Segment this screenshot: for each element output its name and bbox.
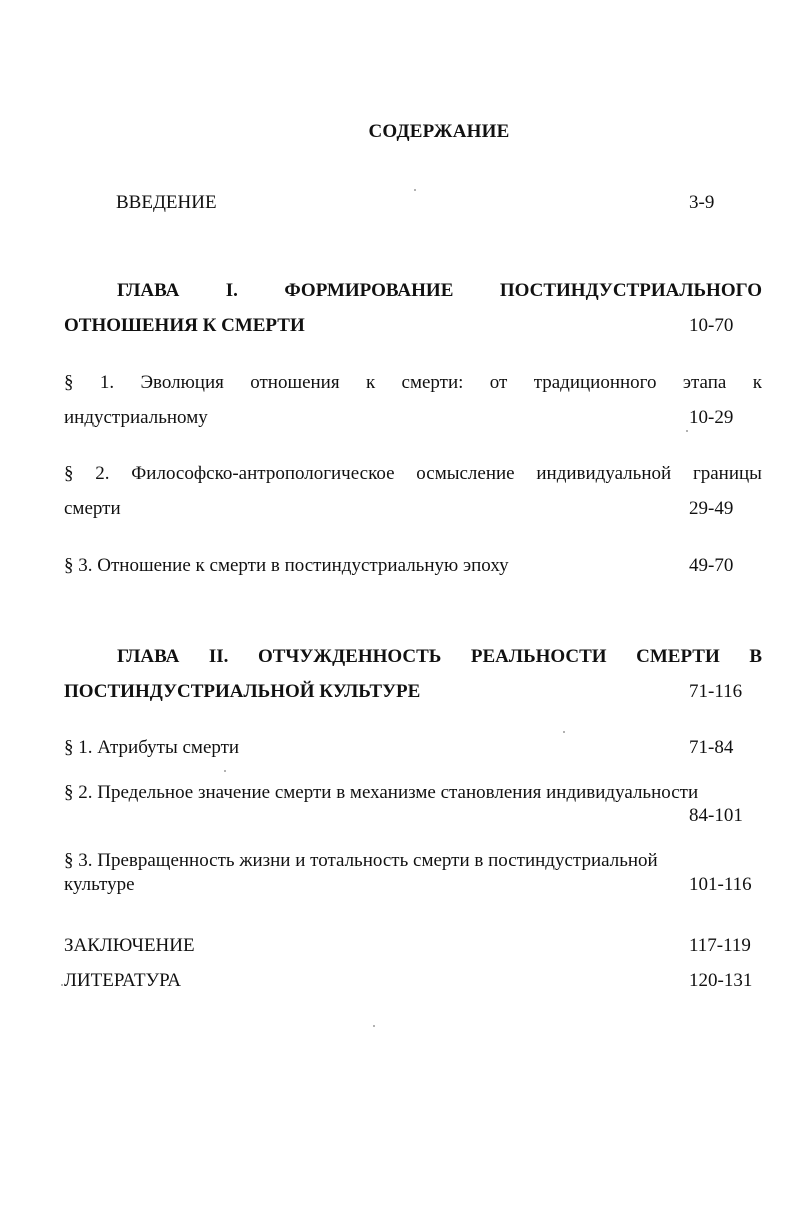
section-word: § [64, 372, 74, 393]
chapter1-word: ПОСТИНДУСТРИАЛЬНОГО [499, 280, 762, 301]
scan-speck [686, 430, 688, 432]
section-word: смерти: [401, 372, 464, 393]
chapter2-word: В [749, 646, 762, 667]
chapter1-heading-line2: ОТНОШЕНИЯ К СМЕРТИ [64, 315, 305, 336]
chapter2-section3-pages: 101-116 [689, 874, 752, 895]
section-word: к [365, 372, 376, 393]
chapter2-section2-pages: 84-101 [689, 805, 743, 826]
section-word: Эволюция [140, 372, 224, 393]
section-word: этапа [682, 372, 727, 393]
chapter2-section2-line1: § 2. Предельное значение смерти в механизме становления индивидуальности [64, 782, 699, 803]
scan-speck [414, 189, 416, 191]
intro-label: ВВЕДЕНИЕ [116, 192, 217, 213]
chapter2-word: РЕАЛЬНОСТИ [470, 646, 607, 667]
intro-pages: 3-9 [689, 192, 715, 213]
chapter2-heading-line1 [117, 647, 762, 666]
chapter1-section2-pages: 29-49 [689, 498, 734, 519]
scan-speck [563, 731, 565, 733]
section-word: индивидуальной [536, 463, 672, 484]
conclusion-pages: 117-119 [689, 935, 751, 956]
section-word: 1. [99, 372, 115, 393]
section-word: границы [692, 463, 762, 484]
chapter1-heading-line1 [117, 281, 762, 300]
section-word: традиционного [533, 372, 657, 393]
chapter1-section1-line2: индустриальному [64, 407, 208, 428]
section-word: отношения [250, 372, 340, 393]
toc-title: СОДЕРЖАНИЕ [368, 121, 510, 142]
chapter1-word: I. [225, 280, 238, 301]
section-word: Философско-антропологическое [131, 463, 395, 484]
literature-pages: 120-131 [689, 970, 753, 991]
chapter1-section1-line1 [64, 373, 762, 392]
chapter2-pages: 71-116 [689, 681, 743, 702]
section-word: § [64, 463, 74, 484]
chapter2-word: ГЛАВА [117, 646, 180, 667]
section-word: осмысление [416, 463, 515, 484]
chapter1-section2-line2: смерти [64, 498, 121, 519]
literature-label: ЛИТЕРАТУРА [64, 970, 181, 991]
chapter2-section3-line2: культуре [64, 874, 135, 895]
chapter2-word: II. [208, 646, 229, 667]
chapter1-word: ГЛАВА [117, 280, 180, 301]
chapter2-word: СМЕРТИ [636, 646, 720, 667]
chapter1-pages: 10-70 [689, 315, 734, 336]
scan-speck [224, 770, 226, 772]
chapter2-word: ОТЧУЖДЕННОСТЬ [257, 646, 442, 667]
section-word: 2. [95, 463, 110, 484]
chapter1-word: ФОРМИРОВАНИЕ [284, 280, 454, 301]
chapter2-section1-line1: § 1. Атрибуты смерти [64, 737, 240, 758]
conclusion-label: ЗАКЛЮЧЕНИЕ [64, 935, 195, 956]
section-word: от [489, 372, 508, 393]
chapter1-section3-line1: § 3. Отношение к смерти в постиндустриальную эпоху [64, 555, 509, 576]
chapter2-heading-line2: ПОСТИНДУСТРИАЛЬНОЙ КУЛЬТУРЕ [64, 681, 421, 702]
chapter1-section3-pages: 49-70 [689, 555, 734, 576]
scan-speck [61, 984, 63, 986]
chapter1-section1-pages: 10-29 [689, 407, 734, 428]
chapter2-section1-pages: 71-84 [689, 737, 734, 758]
section-word: к [752, 372, 762, 393]
scan-speck [373, 1025, 375, 1027]
chapter2-section3-line1: § 3. Превращенность жизни и тотальность смерти в постиндустриальной [64, 850, 658, 871]
chapter1-section2-line1 [64, 464, 762, 483]
